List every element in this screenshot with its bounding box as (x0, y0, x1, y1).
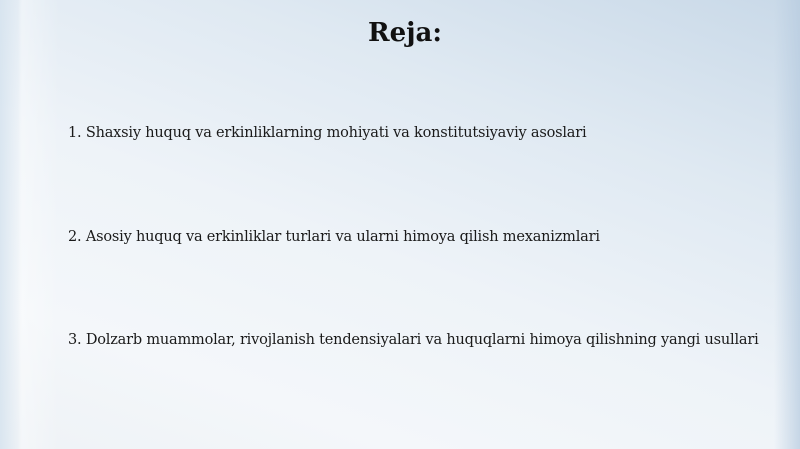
slide-title: Reja: (367, 18, 442, 48)
plan-item-1: 1. Shaxsiy huquq va erkinliklarning mohiyati va konstitutsiyaviy asoslari (68, 125, 587, 141)
plan-item-2: 2. Asosiy huquq va erkinliklar turlari va ularni himoya qilish mexanizmlari (68, 229, 600, 245)
plan-item-3: 3. Dolzarb muammolar, rivojlanish tendensiyalari va huquqlarni himoya qilishning yangi usullari (68, 332, 759, 348)
